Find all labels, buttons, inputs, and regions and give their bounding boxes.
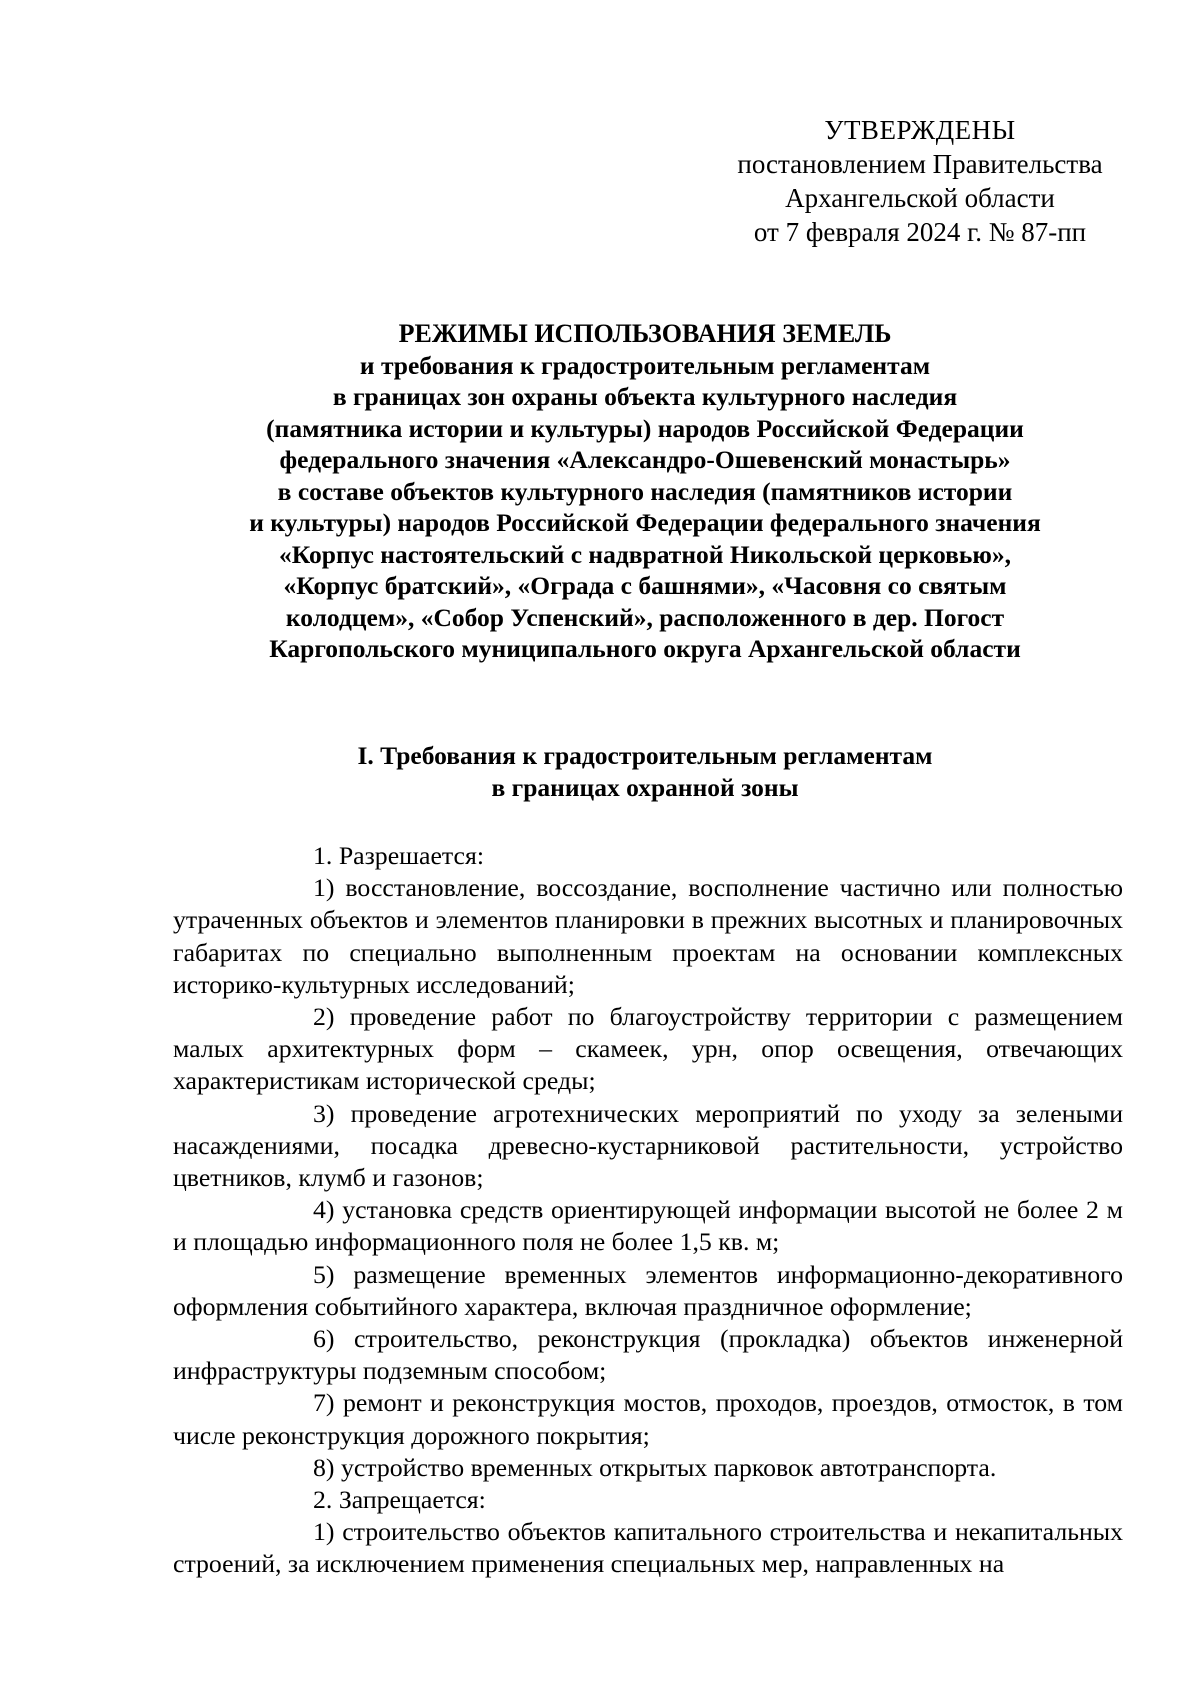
- paragraph-number: 1): [313, 1517, 335, 1547]
- paragraph-number: 5): [313, 1259, 335, 1289]
- paragraph: [173, 840, 1123, 872]
- paragraph: [173, 1387, 1123, 1451]
- document-body: [173, 840, 1123, 1581]
- paragraph-text: Разрешается:: [338, 841, 484, 870]
- paragraph-number: 4): [313, 1195, 335, 1225]
- approval-heading: УТВЕРЖДЕНЫ: [824, 115, 1016, 145]
- title-line: и культуры) народов Российской Федерации федерального значения: [249, 508, 1041, 537]
- paragraph: [173, 1323, 1123, 1387]
- title-line: Каргопольского муниципального округа Архангельской области: [269, 634, 1021, 663]
- paragraph-number: 1): [313, 873, 335, 903]
- paragraph-text: устройство временных открытых парковок автотранспорта.: [340, 1452, 997, 1482]
- approval-stamp: [700, 113, 1140, 249]
- title-line: «Корпус братский», «Ограда с башнями», «Часовня со святым: [283, 571, 1007, 600]
- paragraph: [173, 1001, 1123, 1098]
- paragraph-text: установка средств ориентирующей информации высотой не более 2 м и площадью информационного поля не более 1,5 кв. м;: [173, 1195, 1123, 1257]
- paragraph-text: строительство объектов капитального строительства и некапитальных строений, за исключением применения специальных мер, направленных на: [173, 1517, 1123, 1579]
- paragraph-text: восстановление, воссоздание, восполнение частично или полностью утраченных объектов и элементов планировки в прежних высотных и планировочных габаритах по специально выполненным проектам на основании комплексных историко-культурных исследований;: [173, 873, 1124, 999]
- section-heading-line: I. Требования к градостроительным регламентам: [357, 741, 933, 770]
- paragraph-text: проведение агротехнических мероприятий по уходу за зелеными насаждениями, посадка древесно-кустарниковой растительности, устройство цветников, клумб и газонов;: [173, 1098, 1124, 1193]
- paragraph: [173, 1452, 1123, 1484]
- paragraph-number: 8): [313, 1452, 335, 1482]
- paragraph-number: 6): [313, 1324, 335, 1354]
- paragraph-text: Запрещается:: [338, 1485, 486, 1515]
- title-main: РЕЖИМЫ ИСПОЛЬЗОВАНИЯ ЗЕМЕЛЬ: [398, 319, 892, 348]
- section-heading-line: в границах охранной зоны: [491, 773, 799, 802]
- paragraph: [173, 1194, 1123, 1258]
- paragraph-number: 1.: [313, 841, 333, 870]
- section-heading: [160, 740, 1130, 804]
- paragraph-number: 2): [313, 1002, 335, 1032]
- paragraph-text: строительство, реконструкция (прокладка) объектов инженерной инфраструктуры подземным способом;: [173, 1324, 1124, 1386]
- paragraph-text: размещение временных элементов информационно-декоративного оформления событийного характера, включая праздничное оформление;: [173, 1259, 1124, 1321]
- paragraph-number: 2.: [313, 1485, 333, 1515]
- approval-line: постановлением Правительства: [737, 149, 1103, 179]
- paragraph: [173, 1098, 1123, 1195]
- paragraph: [173, 872, 1123, 1001]
- approval-line: от 7 февраля 2024 г. № 87-пп: [753, 217, 1087, 247]
- title-line: (памятника истории и культуры) народов Российской Федерации: [266, 413, 1024, 443]
- paragraph-text: ремонт и реконструкция мостов, проходов, проездов, отмосток, в том числе реконструкция дорожного покрытия;: [173, 1388, 1123, 1450]
- title-line: в границах зон охраны объекта культурного наследия: [332, 382, 958, 411]
- approval-line: Архангельской области: [785, 183, 1055, 213]
- title-line: и требования к градостроительным регламентам: [359, 350, 931, 380]
- paragraph-text: проведение работ по благоустройству территории с размещением малых архитектурных форм – скамеек, урн, опор освещения, отвечающих характеристикам исторической среды;: [173, 1002, 1124, 1096]
- title-line: федерального значения «Александро-Ошевенский монастырь»: [279, 445, 1011, 474]
- paragraph: [173, 1516, 1123, 1580]
- paragraph-number: 3): [313, 1098, 335, 1128]
- paragraph: [173, 1259, 1123, 1323]
- title-line: колодцем», «Собор Успенский», расположенного в дер. Погост: [285, 602, 1005, 632]
- title-line: «Корпус настоятельский с надвратной Никольской церковью»,: [279, 539, 1011, 569]
- paragraph-number: 7): [313, 1388, 335, 1418]
- paragraph: [173, 1484, 1123, 1516]
- document-title: [160, 318, 1130, 665]
- title-line: в составе объектов культурного наследия (памятников истории: [277, 476, 1013, 506]
